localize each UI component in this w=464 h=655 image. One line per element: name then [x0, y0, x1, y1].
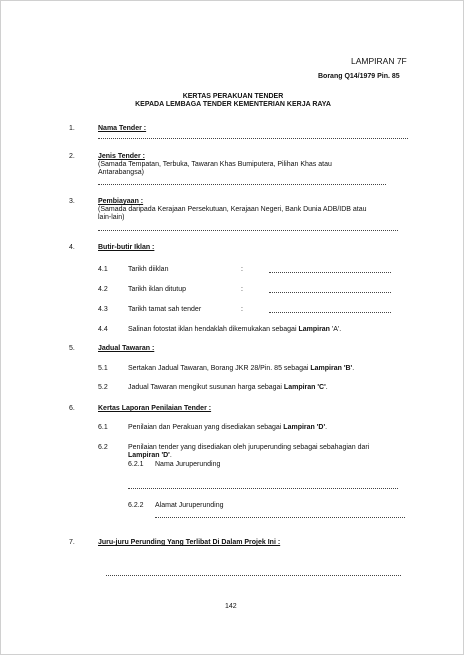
item-4-2-number: 4.2 [98, 286, 108, 293]
item-6-1-text-post: . [325, 424, 328, 431]
section-5-label: Jadual Tawaran : [98, 345, 155, 352]
section-2-number: 2. [69, 153, 75, 160]
item-4-4-number: 4.4 [98, 326, 108, 333]
section-1-number: 1. [69, 125, 75, 132]
section-3-desc-2: lain-lain) [98, 214, 125, 221]
item-5-2-text-bold: Lampiran 'C' [283, 384, 326, 391]
section-1-fill-line [98, 138, 408, 139]
section-2-fill-line [98, 184, 386, 185]
item-4-3-text: Tarikh tamat sah tender [128, 306, 202, 313]
item-5-1-text [128, 365, 354, 373]
section-1-label: Nama Tender : [98, 125, 147, 132]
item-6-2-2-number: 6.2.2 [128, 502, 144, 509]
section-3-label: Pembiayaan : [98, 198, 144, 205]
item-6-1-text-pre: Penilaian dan Perakuan yang disediakan sebagai [128, 424, 284, 431]
item-5-1-text-bold: Lampiran 'B' [310, 365, 353, 372]
item-6-2-2-text: Alamat Juruperunding [155, 502, 224, 509]
item-6-1-text-bold: Lampiran 'D' [283, 424, 326, 431]
item-5-2-text-pre: Jadual Tawaran mengikut susunan harga sebagai [128, 384, 284, 391]
section-3-desc-1: (Samada daripada Kerajaan Persekutuan, Kerajaan Negeri, Bank Dunia ADB/IDB atau [98, 206, 367, 213]
item-4-4-text-post: 'A'. [329, 326, 342, 333]
item-5-1-text-pre: Sertakan Jadual Tawaran, Borang JKR 28/Pin. 85 sebagai [128, 365, 311, 372]
item-4-1-text: Tarikh diiklan [128, 266, 169, 273]
item-6-2-2-fill-line [155, 517, 405, 518]
item-4-4-text-pre: Salinan fotostat iklan hendaklah dikemukakan sebagai [128, 326, 299, 333]
item-4-3-colon: : [241, 306, 243, 313]
item-4-1-colon: : [241, 266, 243, 273]
section-2-desc-1: (Samada Tempatan, Terbuka, Tawaran Khas Bumiputera, Pilihan Khas atau [98, 161, 332, 168]
item-4-4-text-bold: Lampiran [298, 326, 330, 333]
item-4-3-number: 4.3 [98, 306, 108, 313]
borang-label: Borang Q14/1979 Pin. 85 [318, 73, 400, 80]
section-4-number: 4. [69, 244, 75, 251]
item-4-2-colon: : [241, 286, 243, 293]
title-line-1: KERTAS PERAKUAN TENDER [182, 93, 284, 100]
page-number: 142 [225, 603, 237, 610]
item-4-4-text [128, 326, 341, 334]
item-5-2-number: 5.2 [98, 384, 108, 391]
item-4-2-text: Tarikh iklan ditutup [128, 286, 186, 293]
item-4-1-number: 4.1 [98, 266, 108, 273]
lampiran-label: LAMPIRAN 7F [351, 56, 407, 66]
item-5-1-text-post: . [352, 365, 355, 372]
item-6-2-text-line-1: Penilaian tender yang disediakan oleh juruperunding sebagai sebahagian dari [128, 444, 370, 451]
item-5-2-text [128, 384, 328, 392]
item-6-2-text-line-2 [128, 452, 172, 460]
item-6-2-1-text: Nama Juruperunding [155, 461, 221, 468]
item-6-1-number: 6.1 [98, 424, 108, 431]
section-3-number: 3. [69, 198, 75, 205]
section-3-fill-line [98, 230, 398, 231]
section-6-label: Kertas Laporan Penilaian Tender : [98, 405, 212, 412]
section-5-number: 5. [69, 345, 75, 352]
item-4-2-fill-line [269, 292, 391, 293]
section-2-label: Jenis Tender : [98, 153, 145, 160]
item-6-2-1-fill-line [128, 488, 398, 489]
item-5-2-text-post: . [325, 384, 328, 391]
title-line-2: KEPADA LEMBAGA TENDER KEMENTERIAN KERJA RAYA [135, 101, 331, 108]
item-6-1-text [128, 424, 327, 432]
item-6-2-text-post: . [169, 452, 172, 459]
section-7-label: Juru-juru Perunding Yang Terlibat Di Dalam Projek Ini : [98, 539, 281, 546]
item-6-2-1-number: 6.2.1 [128, 461, 144, 468]
item-5-1-number: 5.1 [98, 365, 108, 372]
item-6-2-number: 6.2 [98, 444, 108, 451]
section-6-number: 6. [69, 405, 75, 412]
section-2-desc-2: Antarabangsa) [98, 169, 144, 176]
item-4-1-fill-line [269, 272, 391, 273]
section-7-number: 7. [69, 539, 75, 546]
item-4-3-fill-line [269, 312, 391, 313]
item-6-2-text-bold: Lampiran 'D' [128, 452, 170, 459]
section-4-label: Butir-butir Iklan : [98, 244, 155, 251]
section-7-fill-line [106, 575, 401, 576]
